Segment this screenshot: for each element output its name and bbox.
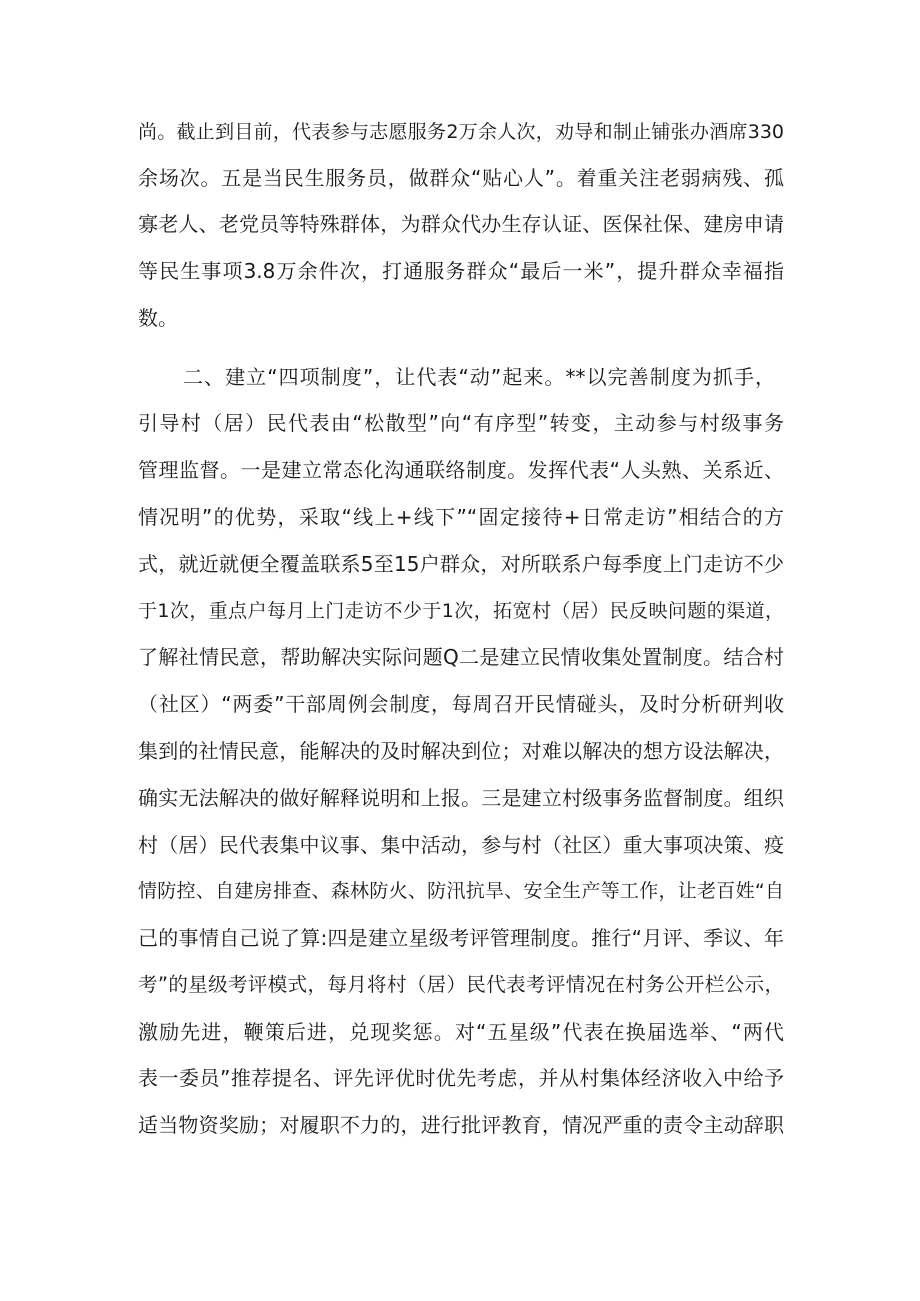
paragraph-line: 己的事情自己说了算:四是建立星级考评管理制度。推行“月评、季议、年 bbox=[138, 926, 784, 950]
paragraph-line: 等民生事项3.8万余件次，打通服务群众“最后一米”，提升群众幸福指 bbox=[138, 259, 784, 283]
paragraph-line: 适当物资奖励；对履职不力的，进行批评教育，情况严重的责令主动辞职 bbox=[138, 1113, 784, 1137]
paragraph-line: 余场次。五是当民生服务员，做群众“贴心人”。着重关注老弱病残、孤 bbox=[138, 166, 784, 190]
paragraph-line: 二、建立“四项制度”，让代表“动”起来。**以完善制度为抓手， bbox=[183, 365, 775, 389]
paragraph-line: 情防控、自建房排查、森林防火、防汛抗旱、安全生产等工作，让老百姓“自 bbox=[138, 880, 784, 902]
paragraph-line: 尚。截止到目前，代表参与志愿服务2万余人次，劝导和制止铺张办酒席330 bbox=[138, 121, 784, 143]
paragraph-line: 寡老人、老党员等特殊群体，为群众代办生存认证、医保社保、建房申请 bbox=[138, 212, 784, 236]
paragraph-line: 于1次，重点户每月上门走访不少于1次，拓宽村（居）民反映问题的渠道， bbox=[138, 600, 784, 622]
paragraph-line: 确实无法解决的做好解释说明和上报。三是建立村级事务监督制度。组织 bbox=[138, 786, 784, 810]
paragraph-line: 了解社情民意，帮助解决实际问题Q二是建立民情收集处置制度。结合村 bbox=[138, 645, 784, 669]
paragraph-line: 村（居）民代表集中议事、集中活动，参与村（社区）重大事项决策、疫 bbox=[138, 833, 784, 857]
paragraph-line: 引导村（居）民代表由“松散型”向“有序型”转变，主动参与村级事务 bbox=[138, 411, 784, 435]
paragraph-line: 集到的社情民意，能解决的及时解决到位；对难以解决的想方设法解决， bbox=[138, 739, 784, 763]
paragraph-line: 激励先进，鞭策后进，兑现奖惩。对“五星级”代表在换届选举、“两代 bbox=[138, 1020, 784, 1044]
paragraph-line: 式，就近就便全覆盖联系5至15户群众，对所联系户每季度上门走访不少 bbox=[138, 552, 784, 576]
paragraph-line: 情况明”的优势，采取“线上+线下”“固定接待+日常走访”相结合的方 bbox=[138, 505, 784, 529]
paragraph-line: （社区）“两委”干部周例会制度，每周召开民情碰头，及时分析研判收 bbox=[138, 692, 784, 716]
paragraph-line: 表一委员”推荐提名、评先评优时优先考虑，并从村集体经济收入中给予 bbox=[138, 1066, 784, 1090]
paragraph-line: 管理监督。一是建立常态化沟通联络制度。发挥代表“人头熟、关系近、 bbox=[138, 458, 784, 482]
paragraph-line: 考”的星级考评模式，每月将村（居）民代表考评情况在村务公开栏公示， bbox=[138, 973, 784, 996]
paragraph-line: 数。 bbox=[138, 306, 178, 330]
